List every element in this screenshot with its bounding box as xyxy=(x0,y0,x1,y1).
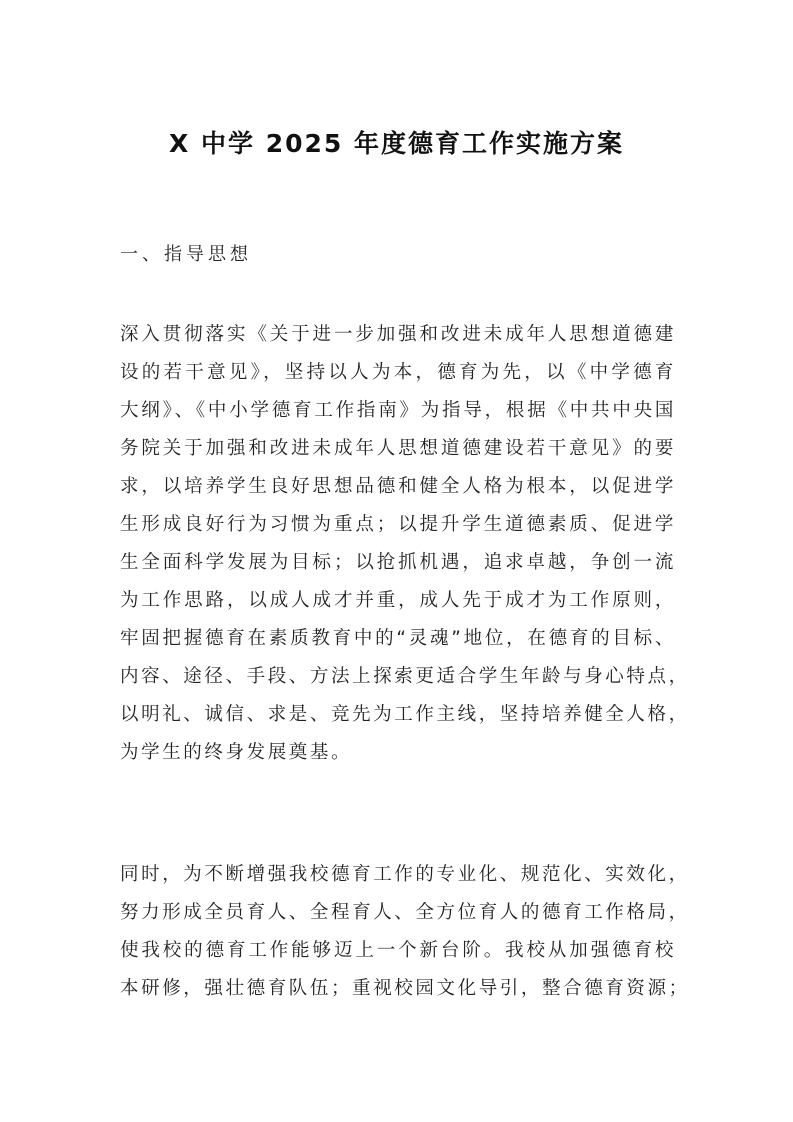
paragraph-line: 务院关于加强和改进未成年人思想道德建设若干意见》的要 xyxy=(120,438,676,459)
document-title: X 中学 2025 年度德育工作实施方案 xyxy=(169,129,624,158)
paragraph-line: 生形成良好行为习惯为重点；以提升学生道德素质、促进学 xyxy=(120,514,676,535)
paragraph-line: 本研修，强壮德育队伍；重视校园文化导引，整合德育资源； xyxy=(120,978,690,999)
paragraph-line: 深入贯彻落实《关于进一步加强和改进未成年人思想道德建 xyxy=(120,324,676,345)
paragraph-line: 生全面科学发展为目标；以抢抓机遇，追求卓越，争创一流 xyxy=(120,552,676,573)
paragraph-line: 为学生的终身发展奠基。 xyxy=(120,742,353,763)
paragraph-line: 内容、途径、手段、方法上探索更适合学生年龄与身心特点， xyxy=(120,666,690,687)
paragraph-line: 使我校的德育工作能够迈上一个新台阶。我校从加强德育校 xyxy=(120,940,676,961)
section-heading-guiding-ideology: 一、指导思想 xyxy=(120,244,252,265)
paragraph-line: 同时，为不断增强我校德育工作的专业化、规范化、实效化， xyxy=(120,864,690,885)
paragraph-work-pattern xyxy=(120,856,690,1008)
paragraph-line: 大纲》、《中小学德育工作指南》为指导，根据《中共中央国 xyxy=(120,400,676,421)
paragraph-line: 设的若干意见》，坚持以人为本，德育为先，以《中学德育 xyxy=(120,362,676,383)
paragraph-line: 为工作思路，以成人成才并重，成人先于成才为工作原则， xyxy=(120,590,676,611)
paragraph-line: 以明礼、诚信、求是、竞先为工作主线，坚持培养健全人格， xyxy=(120,704,690,725)
paragraph-line: 牢固把握德育在素质教育中的“灵魂”地位，在德育的目标、 xyxy=(120,628,676,649)
paragraph-line: 努力形成全员育人、全程育人、全方位育人的德育工作格局， xyxy=(120,902,690,923)
paragraph-line: 求，以培养学生良好思想品德和健全人格为根本，以促进学 xyxy=(120,476,676,497)
paragraph-guiding-ideology xyxy=(120,316,690,772)
